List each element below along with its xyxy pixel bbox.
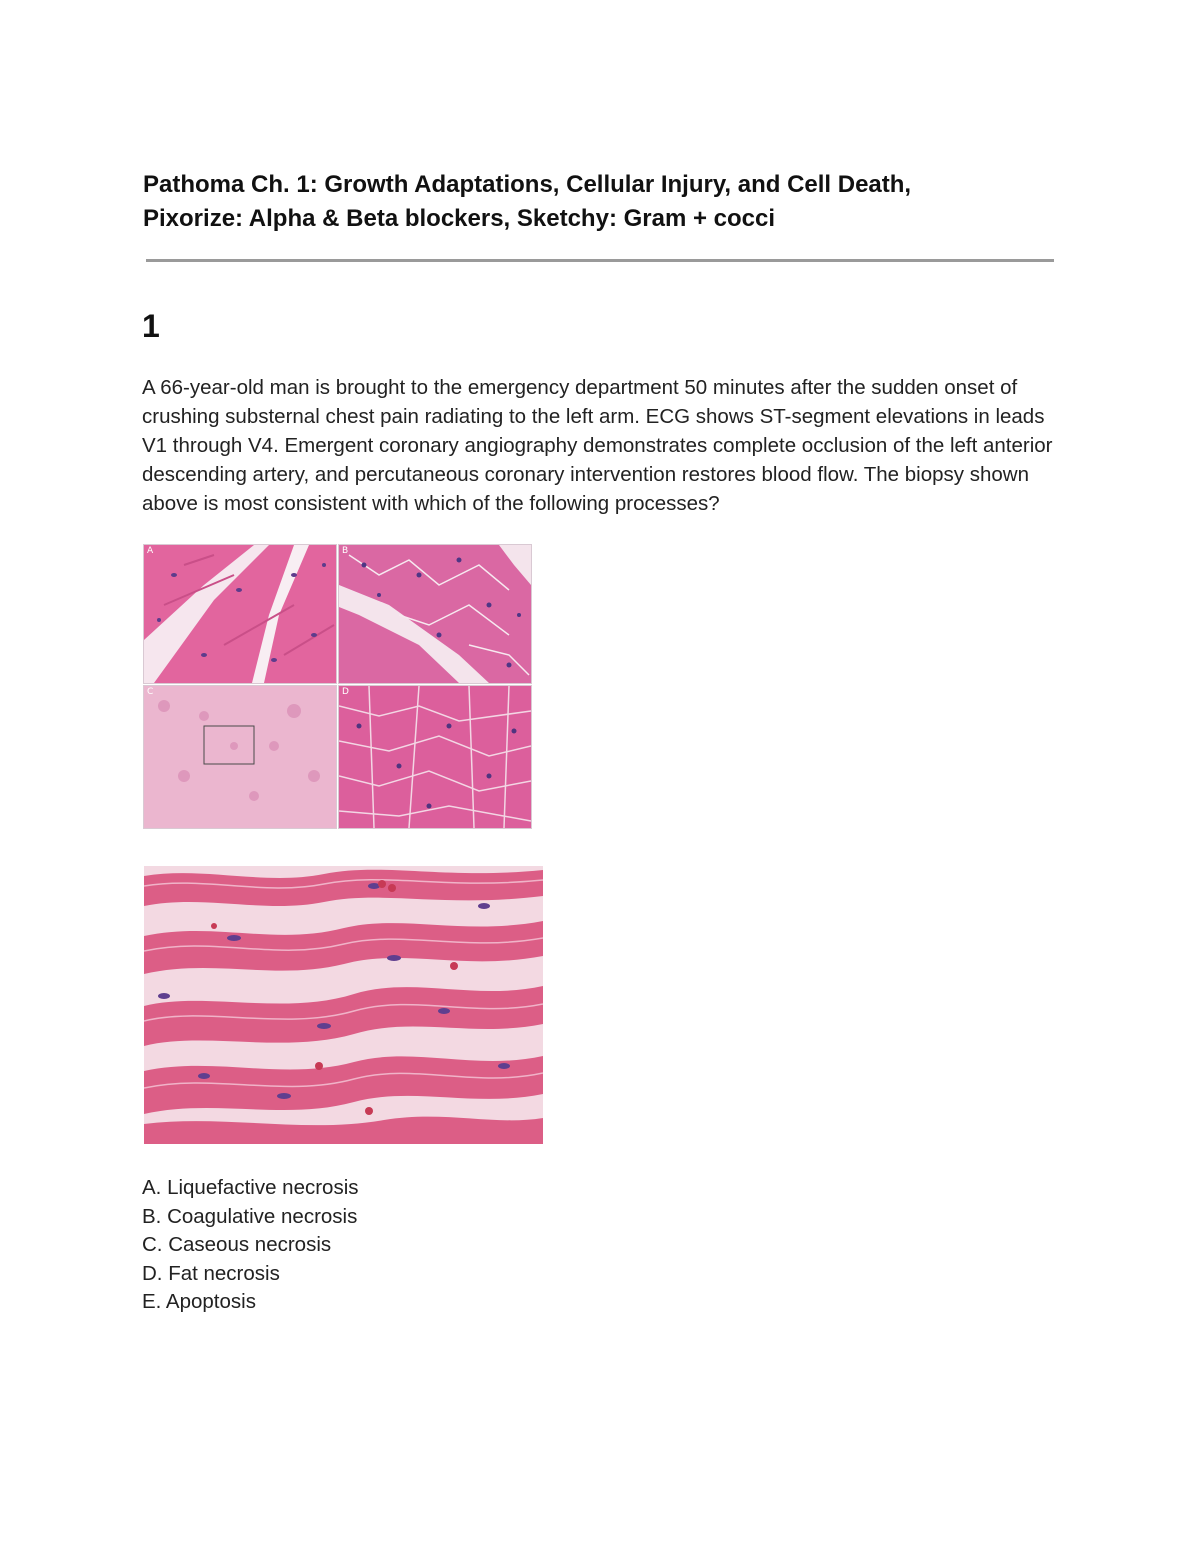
- panel-a-letter: A: [147, 546, 154, 556]
- panel-d-image: [339, 686, 531, 828]
- choice-c[interactable]: C. Caseous necrosis: [142, 1233, 332, 1257]
- choice-b[interactable]: B. Coagulative necrosis: [142, 1204, 358, 1228]
- title-line-1: Pathoma Ch. 1: Growth Adaptations, Cellular Injury, and Cell Death,: [143, 171, 912, 198]
- choice-e[interactable]: E. Apoptosis: [142, 1290, 256, 1314]
- panel-b-letter: B: [342, 546, 349, 556]
- wavy-fibers-micrograph: [144, 866, 543, 1144]
- question-stem: A 66-year-old man is brought to the emergency department 50 minutes after the sudden onset of crushing substernal chest pain radiating to the left arm. ECG shows ST-segment elevations in leads V1 through V4. Emergent coronary angiography demonstrates complete occlusion of the left anterior descending artery, and percutaneous coronary intervention restores blood flow. The biopsy shown above is most consistent with which of the following processes?: [142, 376, 1053, 515]
- panel-d-letter: D: [342, 687, 349, 697]
- panel-c-image: [144, 686, 336, 828]
- panel-b-image: [339, 545, 531, 683]
- document-title: [143, 168, 1083, 236]
- panel-a-image: [144, 545, 336, 683]
- histology-panel-c: [143, 685, 337, 829]
- histology-figure-panels: [143, 544, 532, 828]
- horizontal-divider: [146, 259, 1054, 262]
- histology-panel-a: [143, 544, 337, 684]
- panel-c-letter: C: [147, 687, 154, 697]
- answer-choices: [142, 1174, 359, 1317]
- question-number: 1: [142, 308, 160, 344]
- choice-a[interactable]: A. Liquefactive necrosis: [142, 1176, 359, 1199]
- histology-panel-b: [338, 544, 532, 684]
- title-line-2: Pixorize: Alpha & Beta blockers, Sketchy: Gram + cocci: [143, 205, 776, 232]
- micrograph-image: [144, 866, 543, 1144]
- choice-d[interactable]: D. Fat necrosis: [142, 1261, 280, 1285]
- histology-panel-d: [338, 685, 532, 829]
